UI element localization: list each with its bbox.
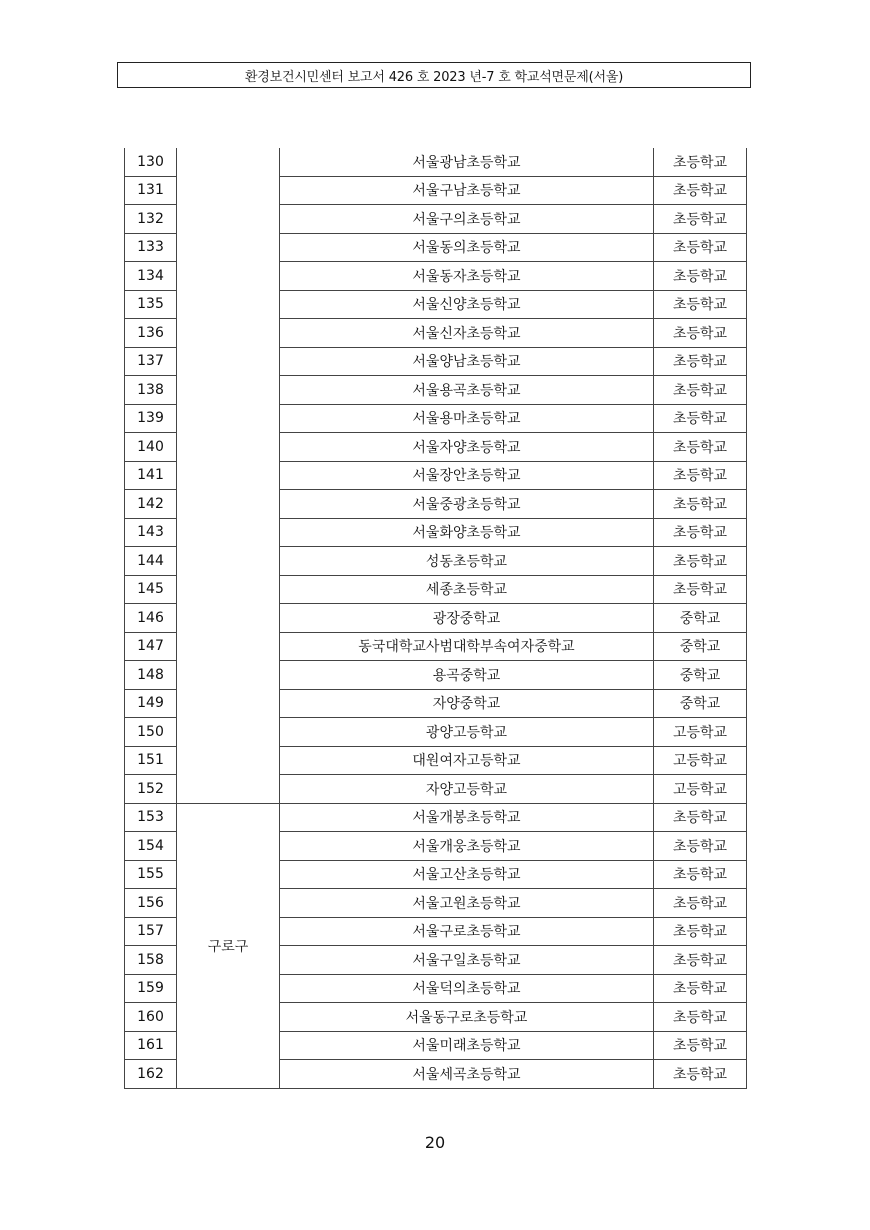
row-number: 155 [125, 860, 177, 889]
school-name: 서울중광초등학교 [280, 490, 654, 519]
row-number: 142 [125, 490, 177, 519]
school-name: 서울화양초등학교 [280, 518, 654, 547]
row-number: 151 [125, 746, 177, 775]
school-type: 고등학교 [654, 718, 747, 747]
row-number: 137 [125, 347, 177, 376]
school-name: 서울구로초등학교 [280, 917, 654, 946]
school-name: 서울고원초등학교 [280, 889, 654, 918]
school-name: 자양고등학교 [280, 775, 654, 804]
school-type: 초등학교 [654, 205, 747, 234]
school-type: 초등학교 [654, 974, 747, 1003]
row-number: 133 [125, 233, 177, 262]
school-name: 서울고산초등학교 [280, 860, 654, 889]
row-number: 153 [125, 803, 177, 832]
school-type: 초등학교 [654, 889, 747, 918]
row-number: 139 [125, 404, 177, 433]
row-number: 135 [125, 290, 177, 319]
row-number: 143 [125, 518, 177, 547]
row-number: 162 [125, 1060, 177, 1089]
school-name: 서울용곡초등학교 [280, 376, 654, 405]
district-cell: 구로구 [177, 803, 280, 1088]
row-number: 144 [125, 547, 177, 576]
school-name: 광장중학교 [280, 604, 654, 633]
row-number: 160 [125, 1003, 177, 1032]
row-number: 148 [125, 661, 177, 690]
school-type: 초등학교 [654, 860, 747, 889]
school-name: 서울구일초등학교 [280, 946, 654, 975]
school-type: 초등학교 [654, 575, 747, 604]
school-type: 초등학교 [654, 347, 747, 376]
row-number: 156 [125, 889, 177, 918]
school-type: 중학교 [654, 632, 747, 661]
row-number: 134 [125, 262, 177, 291]
school-name: 서울동구로초등학교 [280, 1003, 654, 1032]
school-type: 초등학교 [654, 832, 747, 861]
school-type: 중학교 [654, 661, 747, 690]
row-number: 159 [125, 974, 177, 1003]
school-name: 동국대학교사범대학부속여자중학교 [280, 632, 654, 661]
school-type: 초등학교 [654, 1060, 747, 1089]
school-name: 세종초등학교 [280, 575, 654, 604]
school-type: 초등학교 [654, 547, 747, 576]
row-number: 141 [125, 461, 177, 490]
school-type: 초등학교 [654, 433, 747, 462]
school-name: 서울장안초등학교 [280, 461, 654, 490]
school-name: 서울자양초등학교 [280, 433, 654, 462]
school-type: 초등학교 [654, 404, 747, 433]
row-number: 152 [125, 775, 177, 804]
table-row [125, 148, 747, 176]
row-number: 132 [125, 205, 177, 234]
report-header-title: 환경보건시민센터 보고서 426 호 2023 년-7 호 학교석면문제(서울) [244, 69, 624, 85]
school-name: 서울개봉초등학교 [280, 803, 654, 832]
school-name: 광양고등학교 [280, 718, 654, 747]
school-name: 서울용마초등학교 [280, 404, 654, 433]
row-number: 161 [125, 1031, 177, 1060]
school-name: 서울덕의초등학교 [280, 974, 654, 1003]
school-type: 초등학교 [654, 148, 747, 176]
school-name: 서울동자초등학교 [280, 262, 654, 291]
school-type: 초등학교 [654, 233, 747, 262]
school-table-body [125, 148, 747, 1088]
row-number: 131 [125, 176, 177, 205]
school-type: 고등학교 [654, 775, 747, 804]
school-type: 초등학교 [654, 290, 747, 319]
school-type: 초등학교 [654, 946, 747, 975]
school-name: 서울신양초등학교 [280, 290, 654, 319]
school-name: 서울개웅초등학교 [280, 832, 654, 861]
report-header [117, 62, 751, 88]
school-name: 서울동의초등학교 [280, 233, 654, 262]
district-cell [177, 148, 280, 803]
school-type: 중학교 [654, 689, 747, 718]
school-type: 초등학교 [654, 176, 747, 205]
school-name: 서울세곡초등학교 [280, 1060, 654, 1089]
row-number: 138 [125, 376, 177, 405]
school-name: 서울구의초등학교 [280, 205, 654, 234]
row-number: 140 [125, 433, 177, 462]
school-type: 초등학교 [654, 461, 747, 490]
school-name: 자양중학교 [280, 689, 654, 718]
row-number: 149 [125, 689, 177, 718]
school-name: 서울신자초등학교 [280, 319, 654, 348]
row-number: 157 [125, 917, 177, 946]
row-number: 130 [125, 148, 177, 176]
school-type: 초등학교 [654, 1031, 747, 1060]
row-number: 154 [125, 832, 177, 861]
school-name: 서울광남초등학교 [280, 148, 654, 176]
school-type: 초등학교 [654, 518, 747, 547]
school-type: 초등학교 [654, 803, 747, 832]
table-row [125, 803, 747, 832]
school-name: 성동초등학교 [280, 547, 654, 576]
school-name: 서울미래초등학교 [280, 1031, 654, 1060]
school-type: 초등학교 [654, 319, 747, 348]
school-table [124, 148, 747, 1089]
school-name: 대원여자고등학교 [280, 746, 654, 775]
school-name: 서울구남초등학교 [280, 176, 654, 205]
school-type: 초등학교 [654, 490, 747, 519]
school-name: 서울양남초등학교 [280, 347, 654, 376]
row-number: 146 [125, 604, 177, 633]
row-number: 150 [125, 718, 177, 747]
row-number: 145 [125, 575, 177, 604]
school-name: 용곡중학교 [280, 661, 654, 690]
school-type: 초등학교 [654, 262, 747, 291]
school-type: 중학교 [654, 604, 747, 633]
page-number: 20 [424, 1133, 446, 1152]
row-number: 158 [125, 946, 177, 975]
row-number: 147 [125, 632, 177, 661]
school-type: 초등학교 [654, 917, 747, 946]
school-type: 초등학교 [654, 376, 747, 405]
school-type: 고등학교 [654, 746, 747, 775]
row-number: 136 [125, 319, 177, 348]
school-type: 초등학교 [654, 1003, 747, 1032]
